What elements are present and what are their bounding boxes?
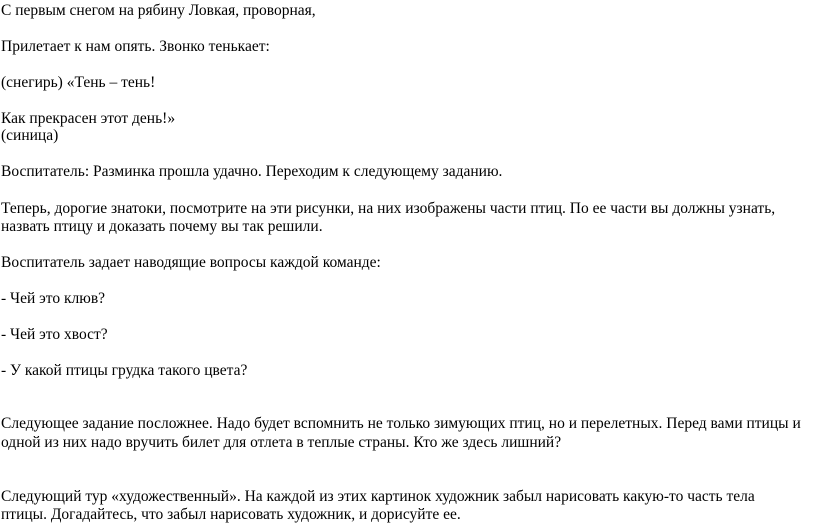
paragraph-task-line-1: Теперь, дорогие знатоки, посмотрите на эти рисунки, на них изображены части птиц. По ее части вы должны узнать, — [1, 200, 776, 217]
poem-line-4: Как прекрасен этот день!» — [1, 110, 176, 127]
paragraph-warmup: Воспитатель: Разминка прошла удачно. Переходим к следующему заданию. — [1, 163, 503, 180]
paragraph-art-round-line-1: Следующий тур «художественный». На каждой из этих картинок художник забыл нарисовать какую-то часть тела — [1, 488, 755, 505]
paragraph-next-task-line-1: Следующее задание посложнее. Надо будет вспомнить не только зимующих птиц, но и перелетных. Перед вами птицы и — [1, 415, 801, 432]
poem-line-3: (снегирь) «Тень – тень! — [1, 74, 156, 91]
question-1: - Чей это клюв? — [1, 290, 106, 307]
poem-line-1: С первым снегом на рябину Ловкая, проворная, — [1, 2, 316, 19]
question-3: - У какой птицы грудка такого цвета? — [1, 362, 248, 379]
paragraph-art-round-line-2: птицы. Догадайтесь, что забыл нарисовать художник, и дорисуйте ее. — [1, 506, 461, 523]
paragraph-task-line-2: назвать птицу и доказать почему вы так решили. — [1, 218, 323, 235]
paragraph-next-task-line-2: одной из них надо вручить билет для отлета в теплые страны. Кто же здесь лишний? — [1, 434, 562, 451]
question-2: - Чей это хвост? — [1, 326, 108, 343]
poem-line-2: Прилетает к нам опять. Звонко тенькает: — [1, 38, 270, 55]
poem-line-5: (синица) — [1, 127, 59, 144]
paragraph-questions-intro: Воспитатель задает наводящие вопросы каждой команде: — [1, 254, 381, 271]
